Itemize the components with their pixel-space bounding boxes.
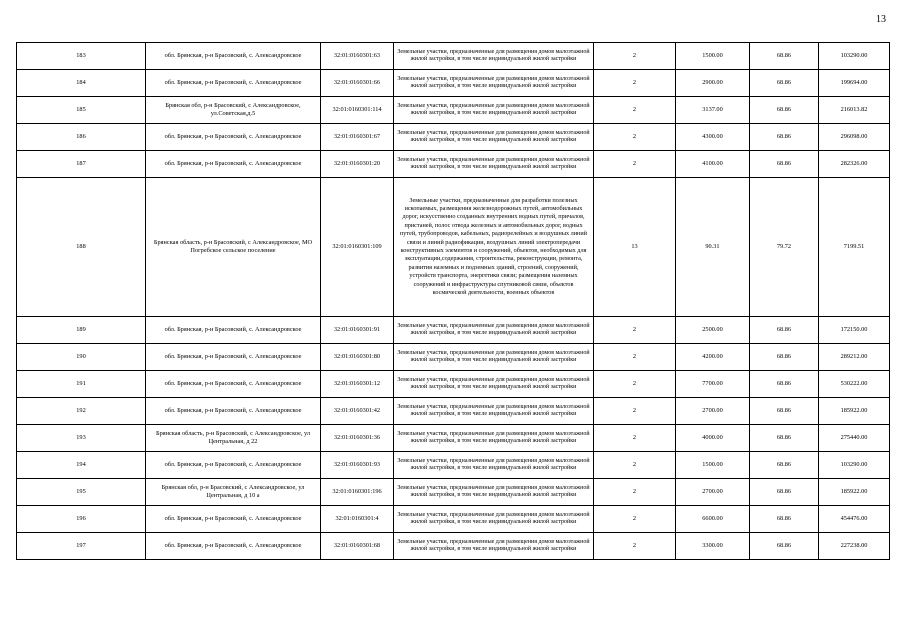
row-number-cell: 188 — [17, 178, 146, 317]
purpose-code-cell: 2 — [594, 70, 676, 97]
cadastral-value-cell: 199694.00 — [819, 70, 890, 97]
address-cell: Брянская область, р-н Брасовский, с Александровское, МО Погребское сельское поселение — [146, 178, 321, 317]
area-cell: 2900.00 — [676, 70, 750, 97]
table-row — [17, 97, 890, 124]
land-purpose-cell: Земельные участки, предназначенные для размещения домов малоэтажной жилой застройки, в том числе индивидуальной жилой застройки — [394, 151, 594, 178]
address-cell: Брянская обл, р-н Брасовский, с Александровское, ул Центральная, д 10 а — [146, 479, 321, 506]
table-row — [17, 479, 890, 506]
row-number-cell: 195 — [17, 479, 146, 506]
purpose-code-cell: 2 — [594, 452, 676, 479]
cadastral-number-cell: 32:01:0160301:114 — [321, 97, 394, 124]
land-purpose-cell: Земельные участки, предназначенные для размещения домов малоэтажной жилой застройки, в том числе индивидуальной жилой застройки — [394, 425, 594, 452]
specific-value-cell: 68.86 — [750, 344, 819, 371]
land-purpose-cell: Земельные участки, предназначенные для размещения домов малоэтажной жилой застройки, в том числе индивидуальной жилой застройки — [394, 317, 594, 344]
address-cell: обл. Брянская, р-н Брасовский, с. Александровское — [146, 533, 321, 560]
cadastral-number-cell: 32:01:0160301:66 — [321, 70, 394, 97]
row-number-cell: 187 — [17, 151, 146, 178]
area-cell: 4200.00 — [676, 344, 750, 371]
specific-value-cell: 68.86 — [750, 70, 819, 97]
area-cell: 7700.00 — [676, 371, 750, 398]
specific-value-cell: 68.86 — [750, 124, 819, 151]
specific-value-cell: 68.86 — [750, 479, 819, 506]
specific-value-cell: 68.86 — [750, 97, 819, 124]
specific-value-cell: 68.86 — [750, 533, 819, 560]
land-purpose-cell: Земельные участки, предназначенные для размещения домов малоэтажной жилой застройки, в том числе индивидуальной жилой застройки — [394, 452, 594, 479]
purpose-code-cell: 2 — [594, 425, 676, 452]
cadastral-number-cell: 32:01:0160301:67 — [321, 124, 394, 151]
area-cell: 1500.00 — [676, 452, 750, 479]
row-number-cell: 194 — [17, 452, 146, 479]
purpose-code-cell: 2 — [594, 506, 676, 533]
area-cell: 6600.00 — [676, 506, 750, 533]
specific-value-cell: 68.86 — [750, 398, 819, 425]
table-row — [17, 371, 890, 398]
cadastral-value-cell: 454476.00 — [819, 506, 890, 533]
address-cell: обл. Брянская, р-н Брасовский, с. Александровское — [146, 124, 321, 151]
address-cell: Брянская обл, р-н Брасовский, с Александровское, ул.Советская,д.5 — [146, 97, 321, 124]
row-number-cell: 184 — [17, 70, 146, 97]
area-cell: 2500.00 — [676, 317, 750, 344]
area-cell: 3137.00 — [676, 97, 750, 124]
cadastral-value-cell: 7199.51 — [819, 178, 890, 317]
row-number-cell: 185 — [17, 97, 146, 124]
row-number-cell: 193 — [17, 425, 146, 452]
cadastral-number-cell: 32:01:0160301:68 — [321, 533, 394, 560]
address-cell: обл. Брянская, р-н Брасовский, с. Александровское — [146, 452, 321, 479]
purpose-code-cell: 2 — [594, 398, 676, 425]
table-row — [17, 452, 890, 479]
purpose-code-cell: 13 — [594, 178, 676, 317]
cadastral-value-cell: 275440.00 — [819, 425, 890, 452]
area-cell: 90.31 — [676, 178, 750, 317]
land-purpose-cell: Земельные участки, предназначенные для размещения домов малоэтажной жилой застройки, в том числе индивидуальной жилой застройки — [394, 344, 594, 371]
cadastral-number-cell: 32:01:0160301:93 — [321, 452, 394, 479]
land-purpose-cell: Земельные участки, предназначенные для размещения домов малоэтажной жилой застройки, в том числе индивидуальной жилой застройки — [394, 533, 594, 560]
table-row — [17, 178, 890, 317]
cadastral-value-cell: 296098.00 — [819, 124, 890, 151]
cadastral-number-cell: 32:01:0160301:196 — [321, 479, 394, 506]
address-cell: обл. Брянская, р-н Брасовский, с. Александровское — [146, 371, 321, 398]
address-cell: обл. Брянская, р-н Брасовский, с. Александровское — [146, 344, 321, 371]
table-row — [17, 533, 890, 560]
cadastral-number-cell: 32:01:0160301:12 — [321, 371, 394, 398]
cadastral-number-cell: 32:01:0160301:63 — [321, 43, 394, 70]
table-row — [17, 317, 890, 344]
address-cell: обл. Брянская, р-н Брасовский, с. Александровское — [146, 506, 321, 533]
area-cell: 2700.00 — [676, 479, 750, 506]
land-purpose-cell: Земельные участки, предназначенные для размещения домов малоэтажной жилой застройки, в том числе индивидуальной жилой застройки — [394, 124, 594, 151]
row-number-cell: 190 — [17, 344, 146, 371]
address-cell: обл. Брянская, р-н Брасовский, с. Александровское — [146, 43, 321, 70]
purpose-code-cell: 2 — [594, 479, 676, 506]
area-cell: 1500.00 — [676, 43, 750, 70]
table-row — [17, 151, 890, 178]
cadastral-value-cell: 216013.82 — [819, 97, 890, 124]
table-body — [17, 43, 890, 560]
table-row — [17, 124, 890, 151]
address-cell: обл. Брянская, р-н Брасовский, с. Александровское — [146, 70, 321, 97]
purpose-code-cell: 2 — [594, 124, 676, 151]
cadastral-value-cell: 103290.00 — [819, 43, 890, 70]
land-purpose-cell: Земельные участки, предназначенные для размещения домов малоэтажной жилой застройки, в том числе индивидуальной жилой застройки — [394, 70, 594, 97]
cadastral-number-cell: 32:01:0160301:36 — [321, 425, 394, 452]
specific-value-cell: 68.86 — [750, 151, 819, 178]
page-number: 13 — [876, 14, 886, 25]
specific-value-cell: 68.86 — [750, 317, 819, 344]
cadastral-value-cell: 103290.00 — [819, 452, 890, 479]
address-cell: обл. Брянская, р-н Брасовский, с. Александровское — [146, 317, 321, 344]
area-cell: 4100.00 — [676, 151, 750, 178]
row-number-cell: 197 — [17, 533, 146, 560]
cadastral-value-cell: 185922.00 — [819, 479, 890, 506]
row-number-cell: 189 — [17, 317, 146, 344]
area-cell: 4300.00 — [676, 124, 750, 151]
area-cell: 2700.00 — [676, 398, 750, 425]
land-purpose-cell: Земельные участки, предназначенные для разработки полезных ископаемых, размещения железнодорожных путей, автомобильных дорог, искусственно созданных внутренних водных путей, причалов, пристаней, полос отвода железных и автомобильных дорог, водных путей, трубопроводов, кабельных, радиорелейных и воздушных линий связи и линий радиофикации, воздушных линий электропередачи конструктивных элементов и сооружений, объектов, необходимых для эксплуатации,содержания, строительства, реконструкции, ремонта, развития наземных и подземных зданий, строений, сооружений, устройств транспорта, энергетики связи; размещения наземных сооружений и инфраструктуры спутниковой связи, объектов космической деятельности, военных объектов — [394, 178, 594, 317]
purpose-code-cell: 2 — [594, 317, 676, 344]
address-cell: Брянская область, р-н Брасовский, с Александровское, ул Центральная, д 22 — [146, 425, 321, 452]
cadastral-number-cell: 32:01:0160301:91 — [321, 317, 394, 344]
row-number-cell: 186 — [17, 124, 146, 151]
cadastral-value-cell: 185922.00 — [819, 398, 890, 425]
specific-value-cell: 68.86 — [750, 452, 819, 479]
cadastral-value-cell: 172150.00 — [819, 317, 890, 344]
land-purpose-cell: Земельные участки, предназначенные для размещения домов малоэтажной жилой застройки, в том числе индивидуальной жилой застройки — [394, 43, 594, 70]
land-purpose-cell: Земельные участки, предназначенные для размещения домов малоэтажной жилой застройки, в том числе индивидуальной жилой застройки — [394, 371, 594, 398]
cadastral-number-cell: 32:01:0160301:109 — [321, 178, 394, 317]
table-row — [17, 43, 890, 70]
specific-value-cell: 68.86 — [750, 425, 819, 452]
cadastral-number-cell: 32:01:0160301:80 — [321, 344, 394, 371]
purpose-code-cell: 2 — [594, 533, 676, 560]
specific-value-cell: 79.72 — [750, 178, 819, 317]
cadastral-number-cell: 32:01:0160301:4 — [321, 506, 394, 533]
table-row — [17, 506, 890, 533]
land-purpose-cell: Земельные участки, предназначенные для размещения домов малоэтажной жилой застройки, в том числе индивидуальной жилой застройки — [394, 398, 594, 425]
cadastral-value-cell: 530222.00 — [819, 371, 890, 398]
address-cell: обл. Брянская, р-н Брасовский, с. Александровское — [146, 398, 321, 425]
cadastral-number-cell: 32:01:0160301:20 — [321, 151, 394, 178]
area-cell: 4000.00 — [676, 425, 750, 452]
table-row — [17, 70, 890, 97]
row-number-cell: 183 — [17, 43, 146, 70]
land-purpose-cell: Земельные участки, предназначенные для размещения домов малоэтажной жилой застройки, в том числе индивидуальной жилой застройки — [394, 506, 594, 533]
purpose-code-cell: 2 — [594, 43, 676, 70]
purpose-code-cell: 2 — [594, 97, 676, 124]
land-purpose-cell: Земельные участки, предназначенные для размещения домов малоэтажной жилой застройки, в том числе индивидуальной жилой застройки — [394, 97, 594, 124]
row-number-cell: 192 — [17, 398, 146, 425]
table-row — [17, 398, 890, 425]
cadastral-value-cell: 289212.00 — [819, 344, 890, 371]
row-number-cell: 191 — [17, 371, 146, 398]
row-number-cell: 196 — [17, 506, 146, 533]
cadastral-value-cell: 227238.00 — [819, 533, 890, 560]
specific-value-cell: 68.86 — [750, 43, 819, 70]
cadastral-number-cell: 32:01:0160301:42 — [321, 398, 394, 425]
table-row — [17, 425, 890, 452]
area-cell: 3300.00 — [676, 533, 750, 560]
purpose-code-cell: 2 — [594, 371, 676, 398]
purpose-code-cell: 2 — [594, 344, 676, 371]
address-cell: обл. Брянская, р-н Брасовский, с. Александровское — [146, 151, 321, 178]
cadastral-value-cell: 282326.00 — [819, 151, 890, 178]
land-registry-table — [16, 42, 890, 560]
table-row — [17, 344, 890, 371]
specific-value-cell: 68.86 — [750, 371, 819, 398]
purpose-code-cell: 2 — [594, 151, 676, 178]
specific-value-cell: 68.86 — [750, 506, 819, 533]
land-purpose-cell: Земельные участки, предназначенные для размещения домов малоэтажной жилой застройки, в том числе индивидуальной жилой застройки — [394, 479, 594, 506]
